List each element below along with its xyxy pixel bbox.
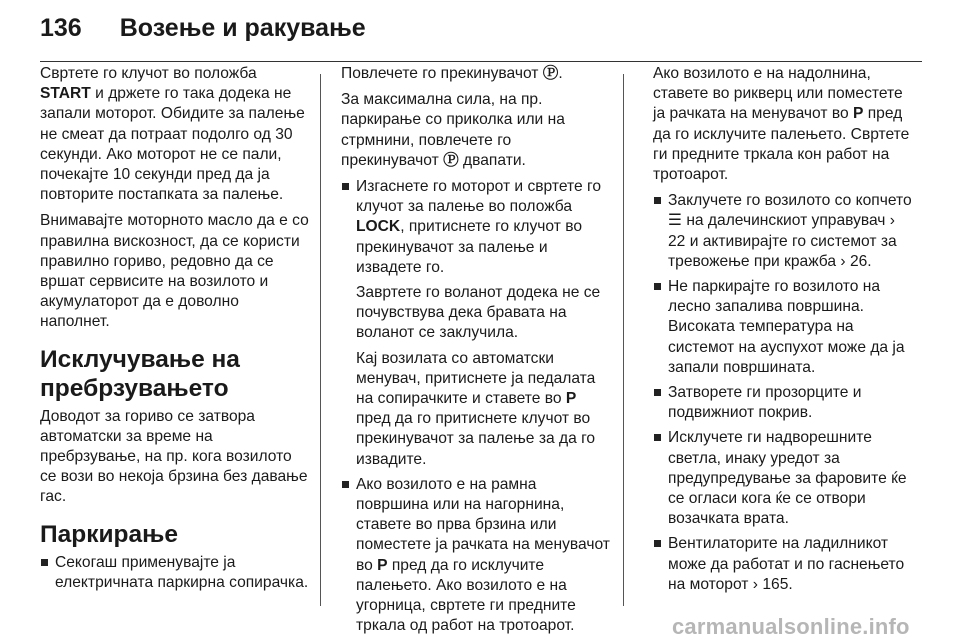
list-item: Ако возилото е на рамна површина или на нагорнина, ставете во прва брзина или поместете ја рачката на менувачот во P пред да го исклучите палењето. Ако возилото е на угорница, свртете ги предните тркала од работ на тротоарот. [341,475,611,637]
list-item: Секогаш применувајте ја електричната паркирна сопирачка. [40,553,310,593]
page-ref-icon: › [889,212,895,230]
page-title: Возење и ракување [119,14,366,42]
watermark: carmanualsonline.info [672,614,910,639]
section-heading: Исклучување на пребрзувањето [40,345,240,402]
parking-brake-icon: Ⓟ [542,65,559,82]
list-item: Вентилаторите на ладилникот може да работат и по гаснењето на моторот › 165. [653,534,915,595]
list-item: Не паркирајте го возилото на лесно запалива површина. Високата температура на системот на ауспухот може да ја запали површината. [653,277,915,378]
page-reference: 26 [849,252,868,270]
list-item: Изгаснете го моторот и свртете го клучот за палење во положба LOCK, притиснете го клучот во прекинувачот за палење и извадете го. Завртете го воланот додека не се почувствува дека бравата на воланот се заклучила. Кај возилата со автоматски менувач, притиснете ја педалата на сопирачките и ставете во P пред да го притиснете клучот во прекинувачот за палење за да го извадите. [341,177,611,470]
page-reference: 22 [668,232,686,250]
page-reference: 165 [762,575,789,593]
lock-button-icon: ☰ [668,212,682,230]
bullet-list [341,177,611,636]
page-ref-icon: › [840,252,846,270]
paragraph: Внимавајте моторното масло да е со правилна вискозност, да се користи правилно гориво, редовно да се вршат сервисите на возилото и акумулаторот да е доволно наполнет. [40,212,309,331]
parking-brake-icon: Ⓟ [443,151,459,169]
paragraph: Доводот за гориво се затвора автоматски за време на пребрзување, на пр. кога возилото се вози во некоја брзина без давање гас. [40,407,308,506]
column-1 [40,64,310,598]
list-item-subparagraph: Завртете го воланот додека не се почувствува дека бравата на воланот се заклучила. [356,284,601,342]
section-heading: Паркирање [40,520,178,548]
paragraph: Повлечете го прекинувачот Ⓟ. [341,64,611,84]
list-item: Исклучете ги надворешните светла, инаку уредот за предупредување за фаровите ќе се огласи кога ќе се отвори возачката врата. [653,428,915,529]
paragraph: Ако возилото е на надолнина, ставете во рикверц или поместете ја рачката на менувачот во P пред да го исклучите палењето. Свртете ги предните тркала кон работ на тротоарот. [653,65,910,184]
paragraph: За максимална сила, на пр. паркирање со приколка или на стрмнини, повлечете го прекинувачот Ⓟ двапати. [341,90,611,171]
column-divider [320,74,321,606]
column-3 [653,64,915,600]
column-2 [341,64,611,641]
bullet-list [653,191,915,595]
list-item: Заклучете го возилото со копчето ☰ на далечинскиот управувач › 22 и активирајте го системот за тревожење при кражба › 26. [653,191,915,272]
header-rule [40,61,922,62]
bullet-list [40,553,310,593]
list-item-subparagraph: Кај возилата со автоматски менувач, притиснете ја педалата на сопирачките и ставете во P пред да го притиснете клучот во прекинувачот за палење за да го извадите. [356,349,596,468]
page-number: 136 [40,14,82,42]
column-divider [623,74,624,606]
paragraph: Свртете го клучот во положба START и држете го така додека не запали моторот. Обидите за палење не смеат да потраат подолго од 30 секунди. Ако моторот не се пали, почекајте 10 секунди пред да ја повторите постапката за палење. [40,65,305,204]
list-item-subparagraph: Високата температура на системот на ауспухот може да ја запали површината. [668,318,905,376]
page-ref-icon: › [752,575,758,593]
page-header [40,14,366,43]
list-item: Затворете ги прозорците и подвижниот покрив. [653,383,915,423]
